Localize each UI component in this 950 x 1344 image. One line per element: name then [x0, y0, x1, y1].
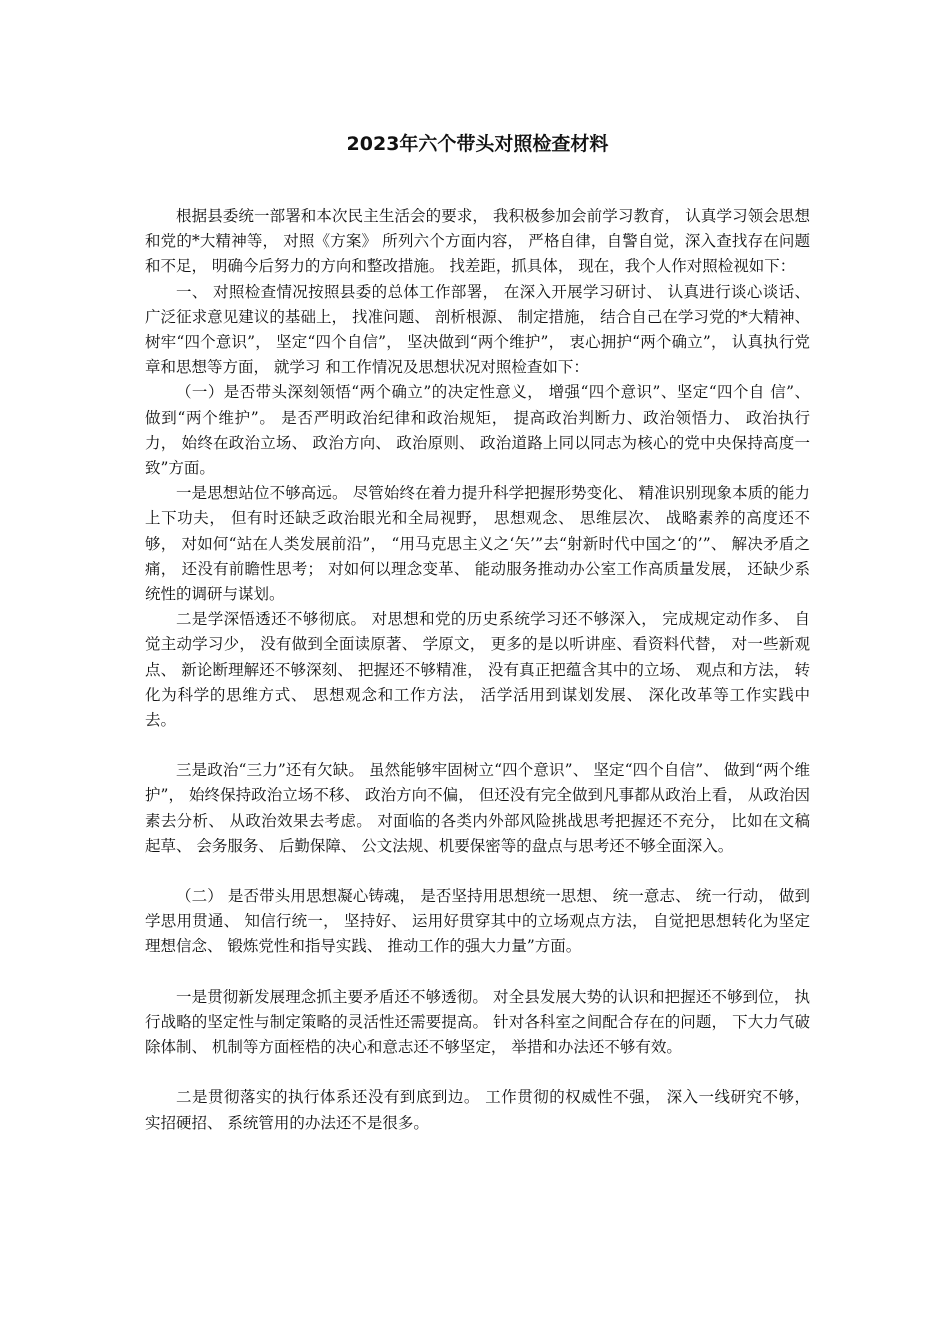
- point-two-paragraph: 二是学深悟透还不够彻底。 对思想和党的历史系统学习还不够深入， 完成规定动作多、 自觉主动学习少， 没有做到全面读原著、 学原文， 更多的是以听讲座、看资料代替， 对一些新观点、 新论断理解还不够深刻、 把握还不够精准， 没有真正把蕴含其中的立场、 观点和方法， 转化为科学的思维方式、 思想观念和工作方法， 活学活用到谋划发展、 深化改革等工作实践中去。: [145, 610, 810, 730]
- document-title: 2023年六个带头对照检查材料: [346, 133, 609, 155]
- subsection-one-heading: （一）是否带头深刻领悟“两个确立”的决定性意义， 增强“四个意识”、坚定“四个自 信”、 做到“两个维护”。 是否严明政治纪律和政治规矩， 提高政治判断力、政治领悟力、 政治执行力， 始终在政治立场、 政治方向、 政治原则、 政治道路上同以同志为核心的党中央保持高度一致”方面。: [145, 383, 810, 478]
- intro-paragraph: 根据县委统一部署和本次民主生活会的要求， 我积极参加会前学习教育， 认真学习领会思想和党的*大精神等， 对照《方案》 所列六个方面内容， 严格自律，自警自觉，深入查找存在问题和不足， 明确今后努力的方向和整改措施。 找差距，抓具体， 现在，我个人作对照检视如下：: [145, 207, 810, 276]
- point-five-paragraph: 二是贯彻落实的执行体系还没有到底到边。 工作贯彻的权威性不强， 深入一线研究不够， 实招硬招、 系统管用的办法还不是很多。: [145, 1088, 810, 1132]
- subsection-two-heading: （二） 是否带头用思想凝心铸魂， 是否坚持用思想统一思想、 统一意志、 统一行动， 做到学思用贯通、 知信行统一， 坚持好、 运用好贯穿其中的立场观点方法， 自觉把思想转化为坚定理想信念、 锻炼党性和指导实践、 推动工作的强大力量”方面。: [145, 887, 810, 956]
- point-four-paragraph: 一是贯彻新发展理念抓主要矛盾还不够透彻。 对全县发展大势的认识和把握还不够到位， 执行战略的坚定性与制定策略的灵活性还需要提高。 针对各科室之间配合存在的问题， 下大力气破除体制、 机制等方面桎梏的决心和意志还不够坚定， 举措和办法还不够有效。: [145, 987, 810, 1057]
- document-page: [145, 130, 810, 1136]
- point-three-paragraph: 三是政治“三力”还有欠缺。 虽然能够牢固树立“四个意识”、 坚定“四个自信”、 做到“两个维护”， 始终保持政治立场不移、 政治方向不偏， 但还没有完全做到凡事都从政治上看， 从政治因素去分析、 从政治效果去考虑。 对面临的各类内外部风险挑战思考把握还不充分， 比如在文稿起草、 会务服务、 后勤保障、 公文法规、机要保密等的盘点与思考还不够全面深入。: [145, 761, 810, 855]
- section-one-paragraph: 一、 对照检查情况按照县委的总体工作部署， 在深入开展学习研讨、 认真进行谈心谈话、 广泛征求意见建议的基础上， 找准问题、 剖析根源、 制定措施， 结合自己在学习党的*大精神、 树牢“四个意识”， 坚定“四个自信”， 坚决做到“两个维护”， 衷心拥护“两个确立”， 认真执行党章和思想等方面， 就学习 和工作情况及思想状况对照检查如下：: [145, 282, 810, 377]
- point-one-paragraph: 一是思想站位不够高远。 尽管始终在着力提升科学把握形势变化、 精准识别现象本质的能力上下功夫， 但有时还缺乏政治眼光和全局视野， 思想观念、 思维层次、 战略素养的高度还不够， 对如何“站在人类发展前沿”， “用马克思主义之‘矢’”去“射新时代中国之‘的’”、 解决矛盾之痛， 还没有前瞻性思考； 对如何以理念变革、 能动服务推动办公室工作高质量发展， 还缺少系统性的调研与谋划。: [145, 484, 810, 604]
